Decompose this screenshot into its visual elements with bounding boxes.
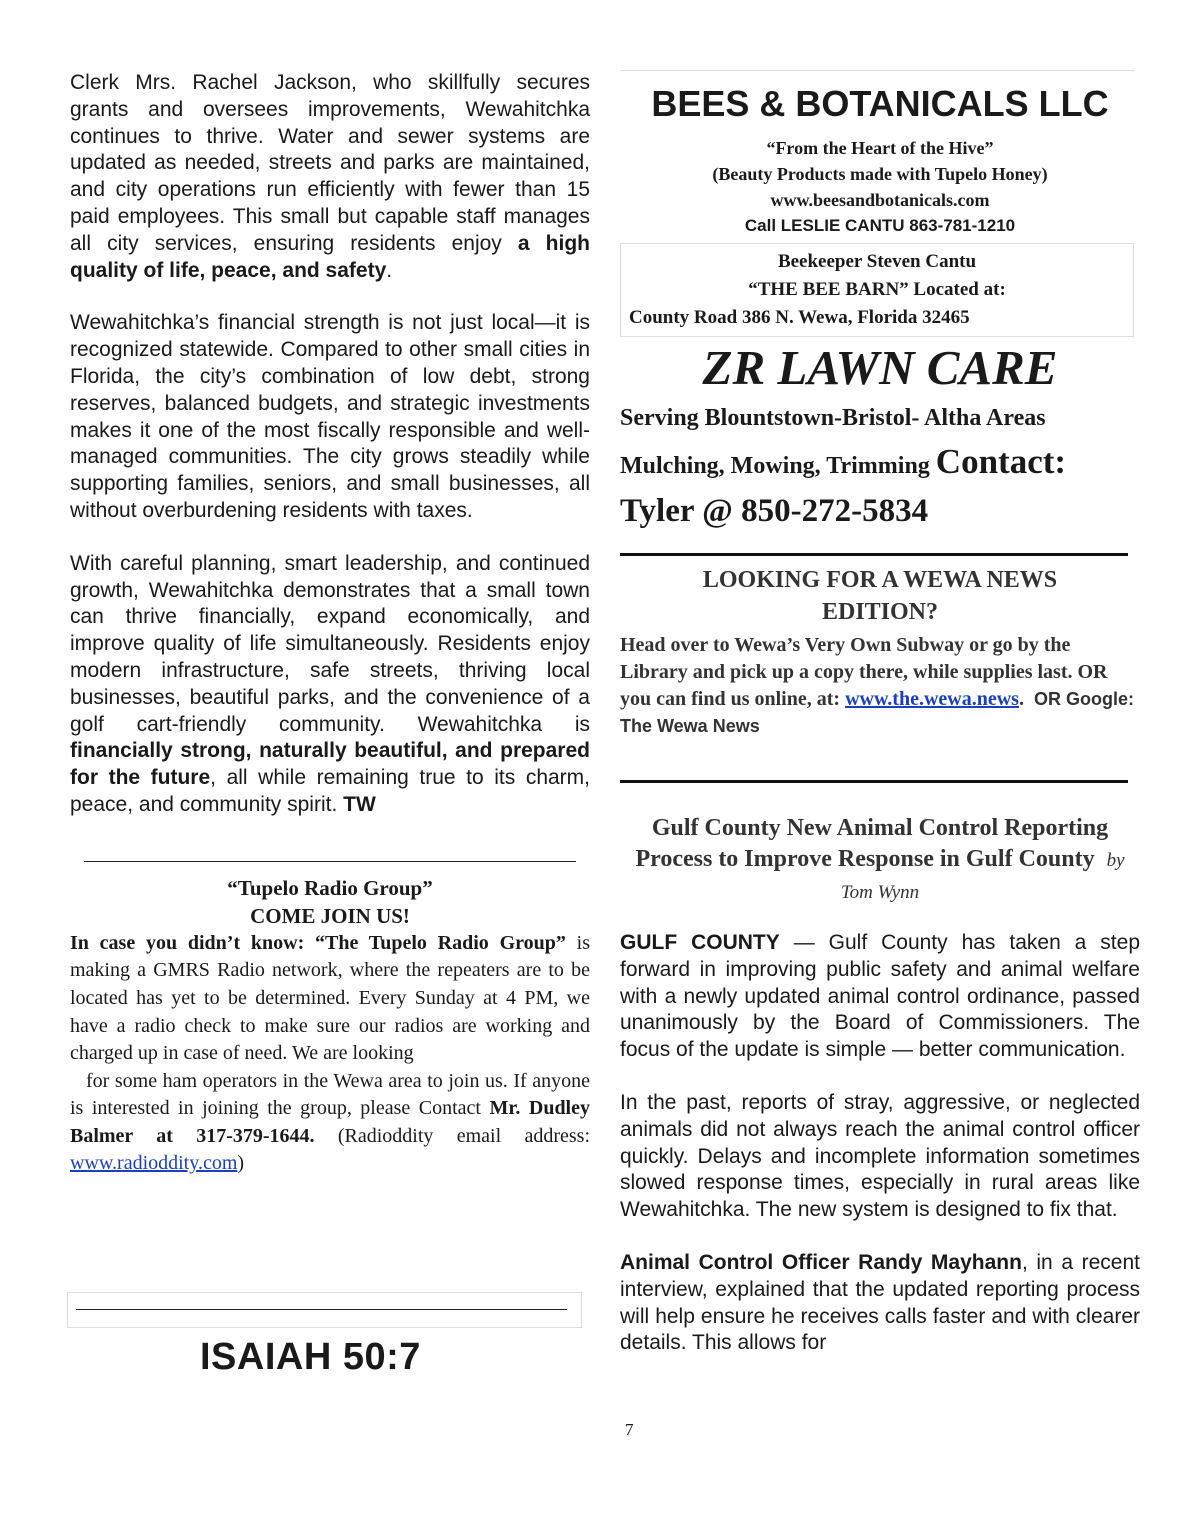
bold-text: Animal Control Officer Randy Mayhann <box>620 1250 1022 1274</box>
divider-box <box>67 1292 582 1328</box>
zr-lawn-care-ad <box>620 339 1140 533</box>
text-run: — Gulf County has taken a step forward in improving public safety and animal welfare with a newly updated animal control ordinance, passed unanimously by the Board of Commissioners. The focus of the update is simple — better communication. <box>620 931 1140 1062</box>
bee-barn-address: County Road 386 N. Wewa, Florida 32465 <box>629 307 970 328</box>
bold-text: Mr. Dudley Balmer at 317-379-1644. <box>70 1097 590 1147</box>
article-paragraph-3 <box>70 551 590 819</box>
article-headline <box>620 813 1140 908</box>
radio-subtitle: COME JOIN US! <box>250 903 410 928</box>
bee-barn-box <box>620 243 1134 337</box>
animal-control-article <box>620 813 1140 1357</box>
article-paragraph-2: Wewahitchka’s financial strength is not just local—it is recognized statewide. Compared to other small cities in Florida, the city’s combination of low debt, strong reserves, balanced budgets, and strategic investments makes it one of the most fiscally responsible and well-managed communities. The city grows steadily while supporting families, seniors, and small businesses, all without overburdening residents with taxes. <box>70 311 590 522</box>
notice-heading: LOOKING FOR A WEWA NEWS EDITION? <box>702 567 1058 625</box>
radio-body-2 <box>70 1068 590 1178</box>
ad-title: ZR LAWN CARE <box>702 340 1058 395</box>
text-run: is making a GMRS Radio network, where the repeaters are to be located has yet to be determined. Every Sunday at 4 PM, we have a radio check to make sure our radios are working and charged up in case of need. We are looking <box>70 931 590 1065</box>
headline-text: Gulf County New Animal Control Reporting Process to Improve Response in Gulf County <box>635 815 1109 872</box>
divider <box>620 70 1134 71</box>
byline: by Tom Wynn <box>840 850 1125 903</box>
news-edition-notice <box>620 564 1140 740</box>
divider <box>84 861 576 862</box>
author-initials: TW <box>343 792 376 816</box>
ad-tagline: “From the Heart of the Hive” <box>766 138 994 158</box>
bold-text: financially strong, naturally beautiful, and prepared for the future <box>70 739 590 790</box>
radio-group-notice <box>70 874 590 1178</box>
radioddity-link[interactable]: www.radioddity.com <box>70 1152 238 1175</box>
service-areas: Serving Blountstown-Bristol- Altha Areas <box>620 405 1046 431</box>
bold-text: In case you didn’t know: “The Tupelo Radio Group” <box>70 931 566 954</box>
ad-phone: Call LESLIE CANTU 863-781-1210 <box>744 216 1016 235</box>
text-run: for some ham operators in the Wewa area to join us. If anyone is interested in joining the group, please Contact <box>70 1069 590 1120</box>
notice-body <box>620 632 1140 740</box>
divider <box>76 1309 567 1310</box>
divider <box>620 553 1128 556</box>
text-run: . <box>1018 688 1024 710</box>
bold-text: a high quality of life, peace, and safety <box>70 231 590 282</box>
page-number: 7 <box>625 1420 634 1439</box>
article-paragraph-3 <box>620 1250 1140 1357</box>
text-run: . <box>386 258 393 282</box>
left-column <box>70 70 591 1378</box>
text-run: Head over to Wewa’s Very Own Subway or go by the Library and pick up a copy there, while supplies last. OR you can find us online, at: <box>620 634 1108 710</box>
text-run: With careful planning, smart leadership, and continued growth, Wewahitchka demonstrates that a small town can thrive financially, expand economically, and improve quality of life simultaneously. Residents enjoy modern infrastructure, safe streets, thriving local businesses, beautiful parks, and the convenience of a golf cart-friendly community. Wewahitchka is <box>70 551 590 736</box>
services-line <box>620 439 1140 489</box>
contact-label: Contact: <box>935 442 1067 481</box>
right-column <box>620 70 1140 1357</box>
ad-description: (Beauty Products made with Tupelo Honey) <box>712 164 1048 184</box>
text-run: ) <box>237 1152 245 1175</box>
article-paragraph-1 <box>70 70 590 284</box>
contact-phone: Tyler @ 850-272-5834 <box>620 493 929 529</box>
ad-website: www.beesandbotanicals.com <box>770 190 990 210</box>
beekeeper-name: Beekeeper Steven Cantu <box>777 251 977 272</box>
bee-barn-label: “THE BEE BARN” Located at: <box>748 279 1006 300</box>
text-run: Clerk Mrs. Rachel Jackson, who skillfully secures grants and oversees improvements, Wewahitchka continues to thrive. Water and sewer systems are updated as needed, streets and parks are maintained, and city operations run efficiently with fewer than 15 paid employees. This small but capable staff manages all city services, ensuring residents enjoy <box>70 71 590 255</box>
divider <box>620 780 1128 783</box>
radio-title: “Tupelo Radio Group” <box>227 875 433 900</box>
radio-body <box>70 930 590 1068</box>
article-paragraph-2: In the past, reports of stray, aggressive, or neglected animals did not always reach the animal control officer quickly. Delays and incomplete information sometimes slowed response times, especially in rural areas like Wewahitchka. The new system is designed to fix that. <box>620 1090 1140 1222</box>
google-hint: OR Google: The Wewa News <box>620 689 1134 736</box>
article-paragraph-1 <box>620 930 1140 1064</box>
scripture-reference: ISAIAH 50:7 <box>200 1336 421 1378</box>
text-run: , all while remaining true to its charm, peace, and community spirit. <box>70 766 591 816</box>
text-run: , in a recent interview, explained that the updated reporting process will help ensure he receives calls faster and with clearer details. This allows for <box>620 1250 1140 1355</box>
dateline: GULF COUNTY <box>620 931 780 954</box>
bees-botanicals-ad <box>620 81 1140 337</box>
wewa-news-link[interactable]: www.the.wewa.news <box>845 688 1019 710</box>
text-run: (Radioddity email address: <box>314 1124 590 1147</box>
text-run: Mulching, Mowing, Trimming <box>620 453 936 479</box>
ad-title: BEES & BOTANICALS LLC <box>651 83 1109 124</box>
